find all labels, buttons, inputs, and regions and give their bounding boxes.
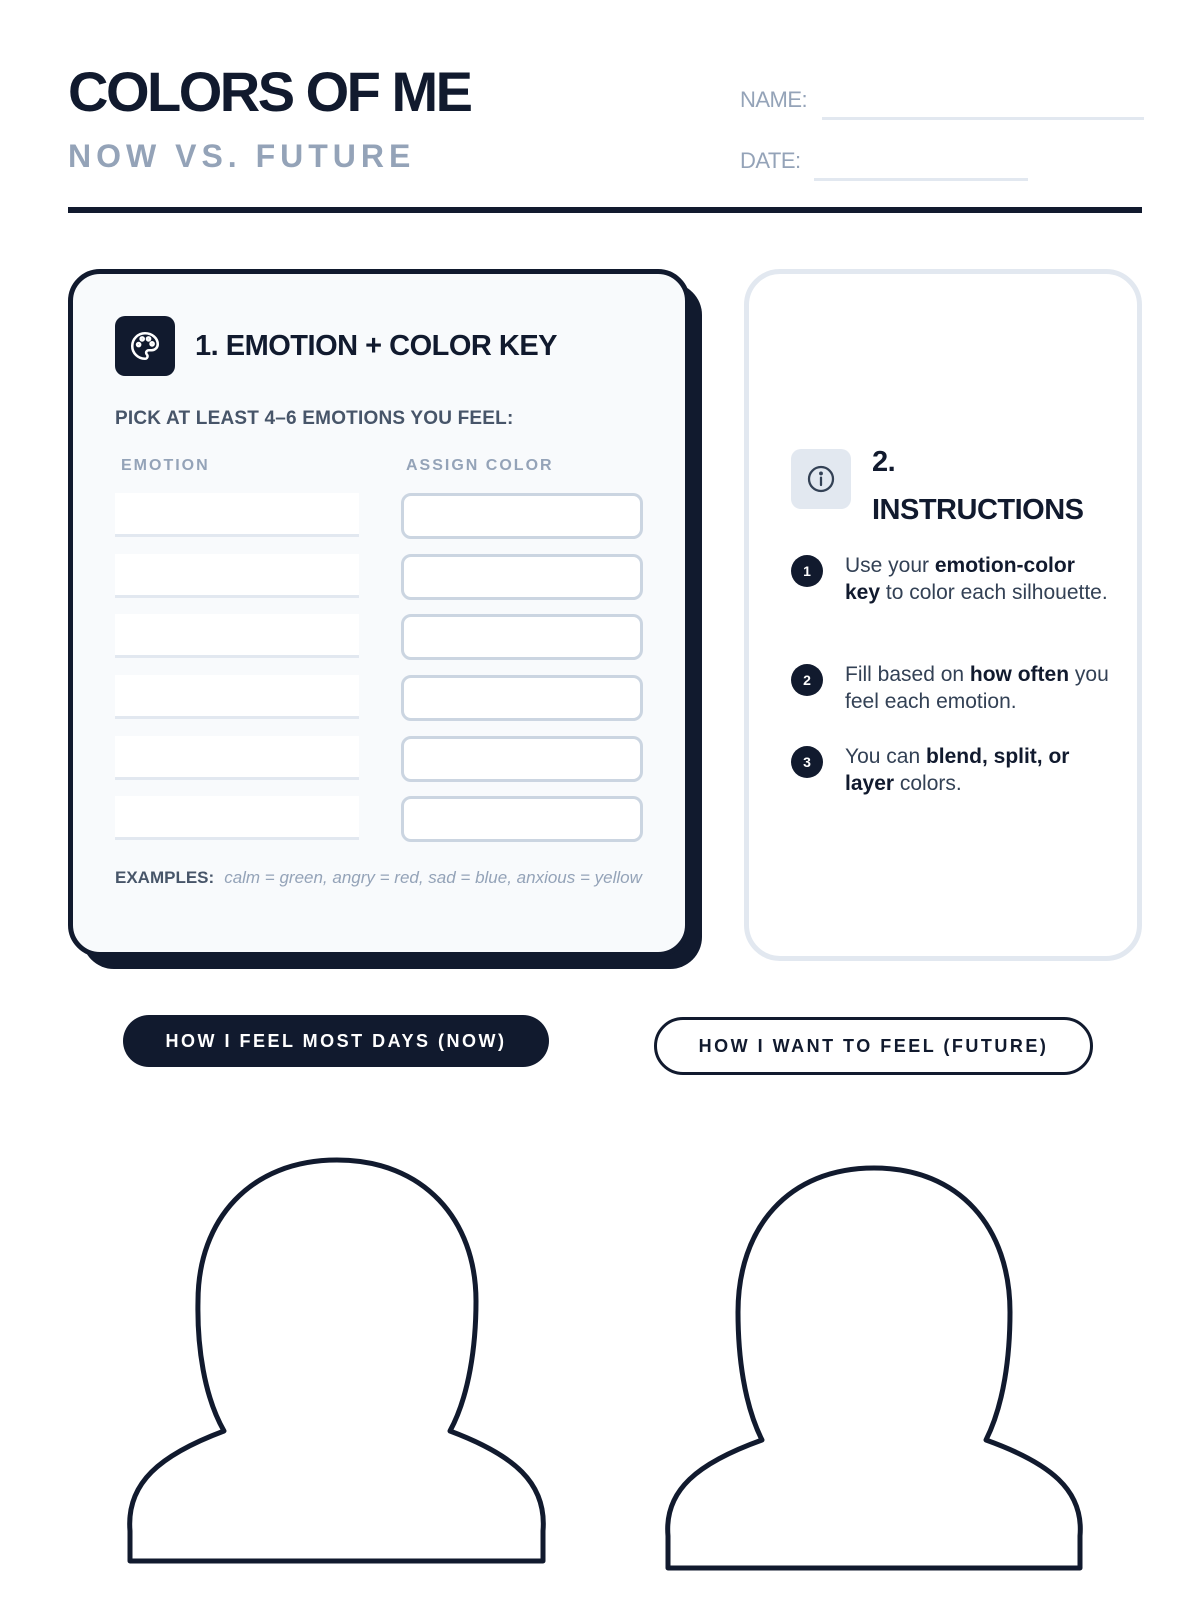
emotion-field[interactable] — [115, 493, 359, 537]
emotion-field[interactable] — [115, 614, 359, 658]
now-label: HOW I FEEL MOST DAYS (NOW) — [123, 1015, 549, 1067]
color-field[interactable] — [401, 493, 643, 539]
date-label: DATE: — [740, 148, 801, 173]
step-text: Use your emotion-color key to color each silhouette. — [845, 554, 1108, 604]
step-number: 2 — [791, 664, 823, 696]
step-number: 3 — [791, 746, 823, 778]
examples-label: EXAMPLES: — [115, 868, 215, 887]
examples-text: calm = green, angry = red, sad = blue, anxious = yellow — [224, 868, 642, 887]
silhouettes — [0, 1120, 1200, 1590]
page-subtitle: NOW VS. FUTURE — [68, 138, 416, 174]
info-icon — [791, 449, 851, 509]
examples-note — [115, 866, 645, 890]
instructions-heading-number: 2. — [872, 446, 896, 478]
instructions-card — [744, 269, 1142, 961]
instructions-heading — [872, 438, 1084, 534]
emotion-field[interactable] — [115, 796, 359, 840]
emotion-key-heading: 1. EMOTION + COLOR KEY — [195, 330, 558, 362]
header-divider — [68, 207, 1142, 213]
now-silhouette[interactable] — [130, 1160, 544, 1561]
emotion-column-header: EMOTION — [121, 457, 210, 474]
step-number: 1 — [791, 555, 823, 587]
page-title: COLORS OF ME — [68, 60, 471, 123]
step-text: Fill based on how often you feel each emotion. — [845, 663, 1109, 713]
color-field[interactable] — [401, 736, 643, 782]
emotion-prompt: PICK AT LEAST 4–6 EMOTIONS YOU FEEL: — [115, 408, 514, 429]
color-field[interactable] — [401, 614, 643, 660]
color-field[interactable] — [401, 796, 643, 842]
emotion-field[interactable] — [115, 736, 359, 780]
date-field[interactable] — [814, 178, 1028, 181]
instructions-heading-text: INSTRUCTIONS — [872, 494, 1084, 526]
name-field[interactable] — [822, 117, 1144, 120]
color-field[interactable] — [401, 675, 643, 721]
color-column-header: ASSIGN COLOR — [406, 457, 554, 474]
color-field[interactable] — [401, 554, 643, 600]
palette-icon — [115, 316, 175, 376]
emotion-field[interactable] — [115, 554, 359, 598]
future-label: HOW I WANT TO FEEL (FUTURE) — [654, 1017, 1093, 1075]
emotion-field[interactable] — [115, 675, 359, 719]
future-silhouette[interactable] — [668, 1168, 1081, 1568]
name-label: NAME: — [740, 87, 808, 112]
step-text: You can blend, split, or layer colors. — [845, 745, 1070, 795]
